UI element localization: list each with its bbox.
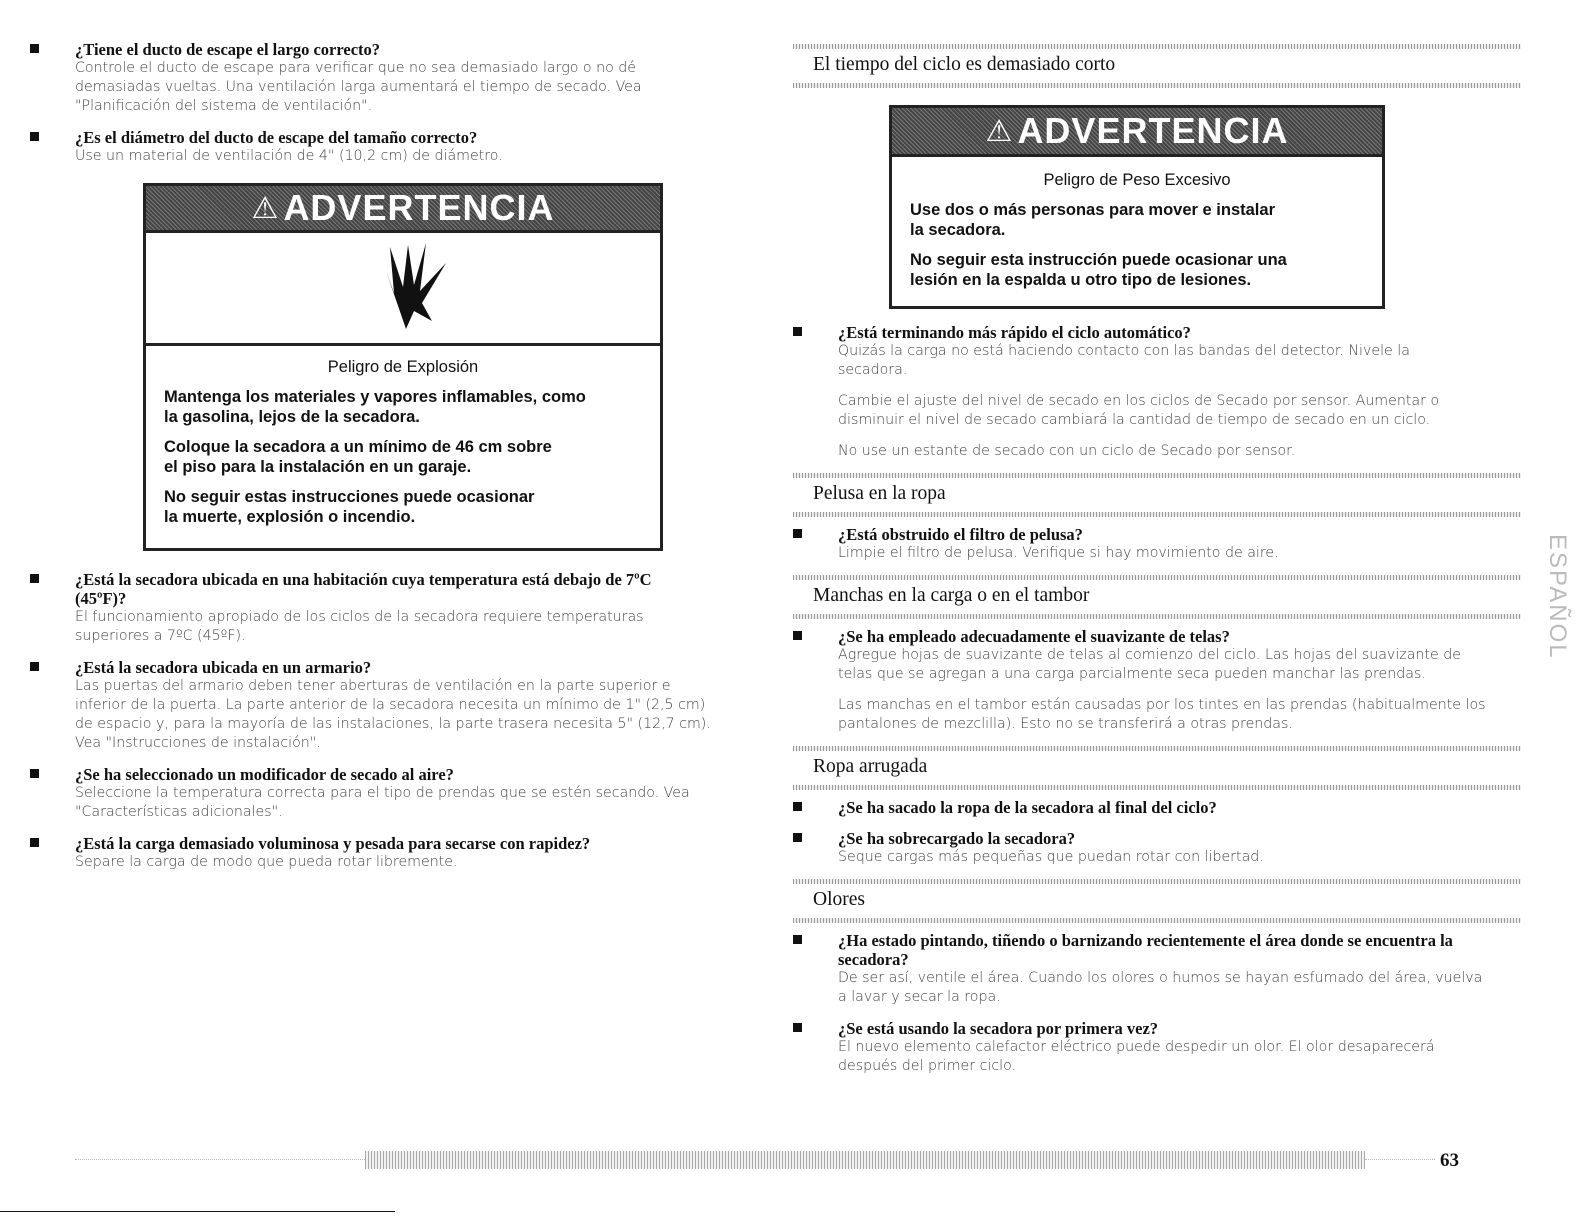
list-item — [30, 765, 765, 822]
question: ¿Ha estado pintando, tiñendo o barnizando recientemente el área donde se encuentra la secadora? — [838, 931, 1453, 969]
bullet-icon — [30, 44, 39, 53]
answer-line: "Planificación del sistema de ventilación". — [75, 98, 373, 114]
bullet-icon — [30, 769, 39, 778]
question: ¿Se ha sacado la ropa de la secadora al final del ciclo? — [838, 798, 1217, 817]
answer-line: después del primer ciclo. — [838, 1058, 1017, 1074]
section-title: Pelusa en la ropa — [813, 483, 946, 504]
warning-text: No seguir esta instrucción puede ocasionar una lesión en la espalda u otro tipo de lesiones. — [910, 251, 1287, 289]
list-item — [793, 627, 1521, 734]
answer-line: De ser así, ventile el área. Cuando los olores o humos se hayan esfumado del área, vuelva — [838, 970, 1483, 986]
answer-line: Cambie el ajuste del nivel de secado en los ciclos de Secado por sensor. Aumentar o — [838, 393, 1440, 409]
answer-line: demasiadas vueltas. Una ventilación larga aumentará el tiempo de secado. Vea — [75, 79, 642, 95]
bullet-icon — [793, 833, 802, 842]
answer-line: Las manchas en el tambor están causadas por los tintes en las prendas (habitualmente los — [838, 697, 1486, 713]
bullet-icon — [793, 529, 802, 538]
answer-line: Separe la carga de modo que pueda rotar libremente. — [75, 854, 458, 870]
warning-triangle-icon: ⚠ — [251, 191, 280, 225]
section-title: Manchas en la carga o en el tambor — [813, 585, 1090, 606]
warning-header: ⚠ ADVERTENCIA — [892, 108, 1382, 154]
list-item — [30, 40, 765, 116]
question: ¿Tiene el ducto de escape el largo correcto? — [75, 40, 381, 59]
list-item — [793, 525, 1521, 563]
answer-line: El nuevo elemento calefactor eléctrico puede despedir un olor. El olor desaparecerá — [838, 1039, 1435, 1055]
question: ¿Está la carga demasiado voluminosa y pesada para secarse con rapidez? — [75, 834, 591, 853]
warning-text: Use dos o más personas para mover e instalar la secadora. — [910, 201, 1275, 239]
list-item — [30, 128, 765, 166]
page-number: 63 — [1440, 1150, 1459, 1171]
question: ¿Está la secadora ubicada en un armario? — [75, 658, 372, 677]
footer-rule — [75, 1159, 365, 1161]
question: ¿Está obstruido el filtro de pelusa? — [838, 525, 1083, 544]
answer-line: Limpie el filtro de pelusa. Verifique si hay movimiento de aire. — [838, 545, 1279, 561]
warning-title: Peligro de Peso Excesivo — [1043, 171, 1231, 189]
answer-line: Use un material de ventilación de 4" (10,2 cm) de diámetro. — [75, 148, 503, 164]
question: ¿Está terminando más rápido el ciclo automático? — [838, 323, 1191, 342]
answer-line: Quizás la carga no está haciendo contacto con las bandas del detector. Nivele la — [838, 343, 1410, 359]
answer-line: Agregue hojas de suavizante de telas al comienzo del ciclo. Las hojas del suavizante de — [838, 647, 1461, 663]
question: ¿Se ha seleccionado un modificador de secado al aire? — [75, 765, 454, 784]
answer-line: superiores a 7ºC (45ºF). — [75, 628, 246, 644]
bullet-icon — [30, 662, 39, 671]
bullet-icon — [793, 631, 802, 640]
list-item — [793, 931, 1521, 1007]
list-item — [30, 658, 765, 753]
section-title: Ropa arrugada — [813, 756, 928, 777]
footer-rule — [1365, 1159, 1435, 1161]
question: ¿Está la secadora ubicada en una habitación cuya temperatura está debajo de 7ºC (45ºF)? — [75, 570, 652, 608]
warning-title: Peligro de Explosión — [327, 358, 479, 376]
section-title: El tiempo del ciclo es demasiado corto — [813, 54, 1116, 75]
right-column — [793, 0, 1521, 1088]
warning-text: Mantenga los materiales y vapores inflamables, como la gasolina, lejos de la secadora. — [164, 388, 586, 426]
list-item — [793, 829, 1521, 867]
answer-line: de espacio y, para la mayoría de las instalaciones, la parte trasera necesita 5" (12,7 cm). — [75, 716, 711, 732]
answer-line: a lavar y secar la ropa. — [838, 989, 1001, 1005]
warning-box-weight — [889, 105, 1385, 309]
bullet-icon — [793, 935, 802, 944]
bullet-icon — [30, 574, 39, 583]
footer-band — [365, 1151, 1365, 1169]
section-header — [793, 879, 1521, 923]
bullet-icon — [793, 327, 802, 336]
answer-line: telas que se agregan a una carga parcialmente seca pueden manchar las prendas. — [838, 666, 1426, 682]
side-language-label: ESPAÑOL — [1544, 534, 1571, 660]
answer-line: Controle el ducto de escape para verificar que no sea demasiado largo o no dé — [75, 60, 637, 76]
answer-line: Seleccione la temperatura correcta para el tipo de prendas que se estén secando. Vea — [75, 785, 690, 801]
bullet-icon — [30, 132, 39, 141]
explosion-icon — [146, 230, 660, 346]
question: ¿Se ha empleado adecuadamente el suavizante de telas? — [838, 627, 1230, 646]
section-header — [793, 473, 1521, 517]
bottom-rule — [0, 1211, 395, 1212]
answer-line: No use un estante de secado con un ciclo de Secado por sensor. — [838, 443, 1296, 459]
bullet-icon — [30, 838, 39, 847]
section-title: Olores — [813, 889, 865, 910]
answer-line: Las puertas del armario deben tener aberturas de ventilación en la parte superior e — [75, 678, 671, 694]
bullet-icon — [793, 1023, 802, 1032]
list-item — [30, 570, 765, 646]
left-column — [30, 0, 765, 870]
question: ¿Es el diámetro del ducto de escape del tamaño correcto? — [75, 128, 478, 147]
bullet-icon — [793, 802, 802, 811]
list-item — [30, 834, 765, 872]
answer-line: Seque cargas más pequeñas que puedan rotar con libertad. — [838, 849, 1264, 865]
answer-line: El funcionamiento apropiado de los ciclos de la secadora requiere temperaturas — [75, 609, 644, 625]
section-header — [793, 746, 1521, 790]
answer-line: inferior de la puerta. La parte anterior de la secadora necesita un mínimo de 1" (2,5 cm) — [75, 697, 706, 713]
section-header — [793, 44, 1521, 88]
warning-triangle-icon: ⚠ — [985, 114, 1014, 148]
list-item — [793, 1019, 1521, 1076]
answer-line: pantalones de mezclilla). Esto no se transferirá a otras prendas. — [838, 716, 1293, 732]
warning-box-explosion — [143, 183, 663, 551]
warning-header: ⚠ ADVERTENCIA — [146, 186, 660, 230]
answer-line: disminuir el nivel de secado cambiará la cantidad de tiempo de secado en un ciclo. — [838, 412, 1431, 428]
list-item — [793, 323, 1521, 461]
question: ¿Se está usando la secadora por primera vez? — [838, 1019, 1159, 1038]
warning-text: No seguir estas instrucciones puede ocasionar la muerte, explosión o incendio. — [164, 488, 535, 526]
section-header — [793, 575, 1521, 619]
answer-line: Vea "Instrucciones de instalación". — [75, 735, 321, 751]
list-item — [793, 798, 1521, 817]
warning-text: Coloque la secadora a un mínimo de 46 cm sobre el piso para la instalación en un garaje. — [164, 438, 552, 476]
question: ¿Se ha sobrecargado la secadora? — [838, 829, 1076, 848]
answer-line: "Características adicionales". — [75, 804, 283, 820]
answer-line: secadora. — [838, 362, 908, 378]
